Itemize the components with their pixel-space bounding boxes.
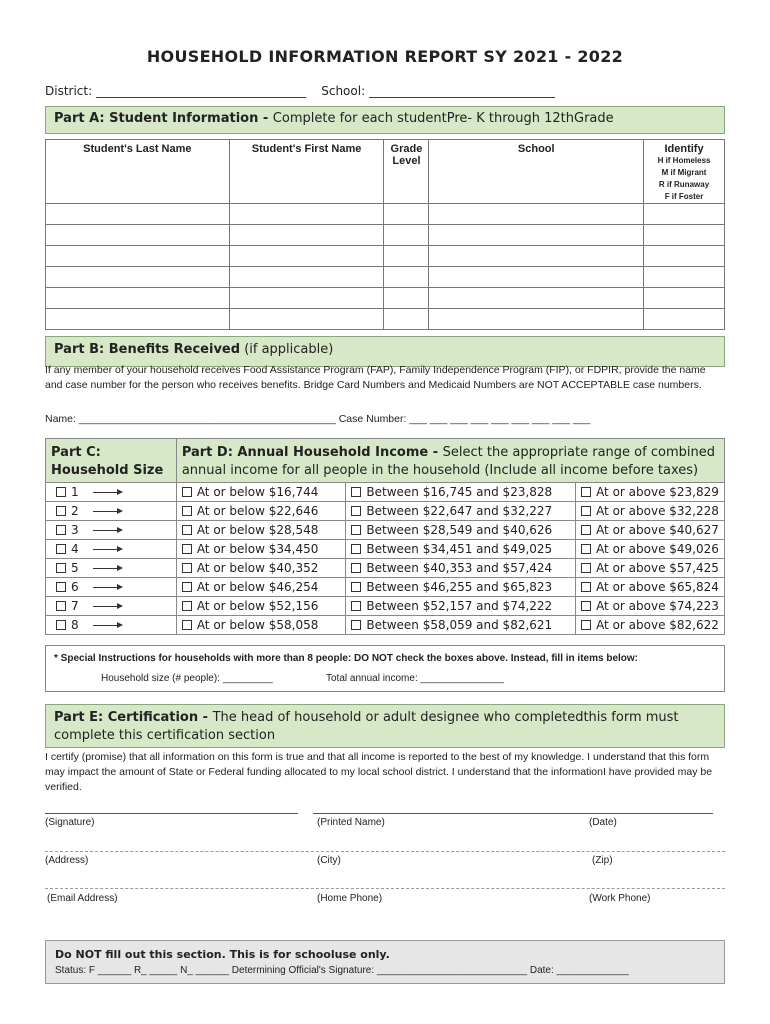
checkbox-icon[interactable] [182, 563, 192, 573]
checkbox-icon[interactable] [182, 582, 192, 592]
income-mid-label: Between $34,451 and $49,025 [366, 542, 553, 556]
income-high-cell[interactable] [576, 559, 725, 578]
income-row [46, 578, 725, 597]
income-high-cell[interactable] [576, 521, 725, 540]
household-size-cell[interactable] [46, 559, 177, 578]
benefits-name-line [45, 412, 735, 427]
income-high-label: At or above $57,425 [596, 561, 719, 575]
checkbox-icon[interactable] [182, 506, 192, 516]
household-size-cell[interactable] [46, 578, 177, 597]
income-low-cell[interactable] [176, 483, 346, 502]
arrow-right-icon [93, 530, 121, 532]
arrow-right-icon [93, 606, 121, 608]
income-mid-cell[interactable] [346, 597, 576, 616]
checkbox-icon[interactable] [56, 525, 66, 535]
household-size-label: 8 [71, 618, 79, 632]
student-row[interactable] [46, 225, 725, 246]
checkbox-icon[interactable] [581, 525, 591, 535]
case-number-field[interactable]: ___ ___ ___ ___ ___ ___ ___ ___ ___ [409, 413, 591, 425]
printed-name-date-line[interactable] [313, 813, 713, 814]
income-low-label: At or below $34,450 [196, 542, 319, 556]
income-low-label: At or below $46,254 [196, 580, 319, 594]
identify-migrant: M if Migrant [661, 168, 707, 177]
income-mid-cell[interactable] [346, 502, 576, 521]
checkbox-icon[interactable] [351, 487, 361, 497]
checkbox-icon[interactable] [56, 563, 66, 573]
income-row [46, 502, 725, 521]
income-high-label: At or above $49,026 [596, 542, 719, 556]
income-row [46, 559, 725, 578]
checkbox-icon[interactable] [182, 487, 192, 497]
arrow-right-icon [93, 587, 121, 589]
income-high-label: At or above $40,627 [596, 523, 719, 537]
checkbox-icon[interactable] [56, 487, 66, 497]
checkbox-icon[interactable] [56, 601, 66, 611]
income-low-cell[interactable] [176, 521, 346, 540]
student-row[interactable] [46, 288, 725, 309]
col-identify [644, 140, 725, 204]
checkbox-icon[interactable] [581, 601, 591, 611]
checkbox-icon[interactable] [581, 563, 591, 573]
part-d-subtitle: Select the appropriate range of combined annual income for all people in the household (Include all income before taxes) [181, 445, 715, 478]
email-line[interactable] [45, 888, 725, 889]
case-number-label: Case Number: [335, 413, 410, 425]
arrow-right-icon [93, 625, 121, 627]
checkbox-icon[interactable] [351, 601, 361, 611]
part-d-header [176, 439, 724, 483]
income-low-label: At or below $52,156 [196, 599, 319, 613]
income-high-label: At or above $74,223 [596, 599, 719, 613]
part-b-subtitle: (if applicable) [240, 342, 334, 357]
checkbox-icon[interactable] [581, 582, 591, 592]
income-high-cell[interactable] [576, 540, 725, 559]
student-row[interactable] [46, 309, 725, 330]
checkbox-icon[interactable] [56, 582, 66, 592]
household-size-label: 5 [71, 561, 79, 575]
checkbox-icon[interactable] [351, 620, 361, 630]
income-mid-label: Between $40,353 and $57,424 [366, 561, 553, 575]
city-label: (City) [317, 855, 341, 866]
arrow-right-icon [93, 568, 121, 570]
checkbox-icon[interactable] [581, 544, 591, 554]
level-label: Level [392, 155, 421, 167]
part-d-heading: Part D: Annual Household Income - [181, 445, 443, 460]
home-phone-label: (Home Phone) [317, 893, 383, 904]
identify-foster: F if Foster [664, 192, 704, 201]
income-row [46, 597, 725, 616]
income-mid-label: Between $28,549 and $40,626 [366, 523, 553, 537]
income-mid-cell[interactable] [346, 559, 576, 578]
checkbox-icon[interactable] [581, 487, 591, 497]
household-size-cell[interactable] [46, 540, 177, 559]
household-size-label: 4 [71, 542, 79, 556]
part-a-header [45, 106, 725, 134]
income-high-label: At or above $82,622 [596, 618, 719, 632]
arrow-right-icon [93, 492, 121, 494]
income-row [46, 616, 725, 635]
income-low-cell[interactable] [176, 578, 346, 597]
district-school-line [45, 84, 735, 98]
school-use-status-line: Status: F ______ R_ _____ N_ ______ Determining Official's Signature: ___________________________ Date: _____________ [55, 965, 629, 976]
income-mid-label: Between $58,059 and $82,621 [366, 618, 553, 632]
income-high-label: At or above $23,829 [596, 485, 719, 499]
household-size-cell[interactable] [46, 502, 177, 521]
income-low-label: At or below $40,352 [196, 561, 319, 575]
student-table [45, 139, 725, 330]
part-c-line2: Household Size [51, 463, 164, 478]
income-mid-cell[interactable] [346, 521, 576, 540]
school-use-box [45, 940, 725, 984]
checkbox-icon[interactable] [351, 563, 361, 573]
printed-name-label: (Printed Name) [317, 817, 385, 828]
school-label: School: [321, 84, 369, 98]
income-row [46, 540, 725, 559]
income-row [46, 521, 725, 540]
income-high-cell[interactable] [576, 616, 725, 635]
income-low-cell[interactable] [176, 597, 346, 616]
page-title: HOUSEHOLD INFORMATION REPORT SY 2021 - 2022 [146, 47, 624, 66]
checkbox-icon[interactable] [351, 582, 361, 592]
name-label: Name: [45, 413, 79, 425]
checkbox-icon[interactable] [182, 620, 192, 630]
part-c-line1: Part C: [51, 445, 101, 460]
household-size-label: 7 [71, 599, 79, 613]
checkbox-icon[interactable] [581, 506, 591, 516]
part-a-heading: Part A: Student Information - [54, 111, 273, 126]
identify-label: Identify [664, 143, 704, 155]
household-size-cell[interactable] [46, 616, 177, 635]
income-high-cell[interactable] [576, 597, 725, 616]
household-size-label: 3 [71, 523, 79, 537]
arrow-right-icon [93, 511, 121, 513]
grade-label: Grade [390, 143, 423, 155]
income-low-label: At or below $16,744 [196, 485, 319, 499]
part-b-heading: Part B: Benefits Received [54, 342, 241, 357]
address-line[interactable] [45, 851, 725, 852]
student-row[interactable] [46, 204, 725, 225]
col-first-name: Student's First Name [229, 140, 384, 204]
checkbox-icon[interactable] [351, 506, 361, 516]
income-low-cell[interactable] [176, 616, 346, 635]
part-e-header [45, 704, 725, 748]
income-row [46, 483, 725, 502]
household-size-label: 1 [71, 485, 79, 499]
arrow-right-icon [93, 549, 121, 551]
district-label: District: [45, 84, 96, 98]
signature-label: (Signature) [45, 817, 95, 828]
income-mid-cell[interactable] [346, 540, 576, 559]
checkbox-icon[interactable] [351, 544, 361, 554]
income-low-label: At or below $58,058 [196, 618, 319, 632]
student-row[interactable] [46, 267, 725, 288]
school-field[interactable]: _______________________________ [368, 84, 555, 98]
income-high-cell[interactable] [576, 502, 725, 521]
work-phone-label: (Work Phone) [589, 893, 651, 904]
checkbox-icon[interactable] [56, 544, 66, 554]
checkbox-icon[interactable] [56, 506, 66, 516]
checkbox-icon[interactable] [182, 525, 192, 535]
income-high-cell[interactable] [576, 578, 725, 597]
household-size-label: 2 [71, 504, 79, 518]
certification-paragraph: I certify (promise) that all information on this form is true and that all income is reported to the best of my knowledge. I understand that this form may impact the amount of State or Federal funding allocated to my local school district. I understand that the informationI have provided may be verified. [45, 751, 713, 793]
income-mid-label: Between $22,647 and $32,227 [366, 504, 553, 518]
part-c-header [46, 439, 177, 483]
student-row[interactable] [46, 246, 725, 267]
identify-homeless: H if Homeless [657, 156, 711, 165]
col-last-name: Student's Last Name [46, 140, 230, 204]
income-high-cell[interactable] [576, 483, 725, 502]
income-low-cell[interactable] [176, 559, 346, 578]
household-size-cell[interactable] [46, 483, 177, 502]
total-income-field[interactable]: Total annual income: _______________ [326, 673, 504, 684]
special-instructions-box [45, 645, 725, 692]
income-mid-label: Between $46,255 and $65,823 [366, 580, 553, 594]
part-a-subtitle: Complete for each studentPre- K through 12thGrade [272, 111, 614, 126]
part-e-subtitle: The head of household or adult designee who completedthis form must complete this certification section [54, 710, 679, 743]
identify-runaway: R if Runaway [658, 180, 710, 189]
household-size-cell[interactable] [46, 521, 177, 540]
email-label: (Email Address) [47, 893, 118, 904]
identify-codes [644, 155, 724, 203]
special-instructions: * Special Instructions for households with more than 8 people: DO NOT check the boxes above. Instead, fill in items below: [54, 653, 638, 664]
checkbox-icon[interactable] [351, 525, 361, 535]
income-mid-cell[interactable] [346, 483, 576, 502]
col-grade-level [384, 140, 429, 204]
checkbox-icon[interactable] [56, 620, 66, 630]
zip-label: (Zip) [592, 855, 613, 866]
income-mid-label: Between $52,157 and $74,222 [366, 599, 553, 613]
household-size-cell[interactable] [46, 597, 177, 616]
income-low-cell[interactable] [176, 540, 346, 559]
part-e-heading: Part E: Certification - [54, 710, 213, 725]
income-low-cell[interactable] [176, 502, 346, 521]
signature-line[interactable] [45, 813, 298, 814]
checkbox-icon[interactable] [182, 601, 192, 611]
income-low-label: At or below $22,646 [196, 504, 319, 518]
date-label: (Date) [589, 817, 617, 828]
name-field[interactable]: ____________________________________________ [78, 413, 336, 425]
address-label: (Address) [45, 855, 89, 866]
school-use-heading: Do NOT fill out this section. This is for schooluse only. [55, 948, 390, 961]
income-high-label: At or above $32,228 [596, 504, 719, 518]
income-table [45, 438, 725, 635]
part-b-paragraph: If any member of your household receives Food Assistance Program (FAP), Family Independence Program (FIP), or FDPIR, provide the name and case number for the person who receives benefits. Bridge Card Numbers and Medicaid Numbers are NOT ACCEPTABLE case numbers. [45, 364, 706, 391]
col-school: School [429, 140, 644, 204]
district-field[interactable]: ___________________________________ [95, 84, 306, 98]
income-mid-label: Between $16,745 and $23,828 [366, 485, 553, 499]
checkbox-icon[interactable] [182, 544, 192, 554]
income-mid-cell[interactable] [346, 578, 576, 597]
checkbox-icon[interactable] [581, 620, 591, 630]
income-low-label: At or below $28,548 [196, 523, 319, 537]
income-mid-cell[interactable] [346, 616, 576, 635]
income-high-label: At or above $65,824 [596, 580, 719, 594]
household-size-label: 6 [71, 580, 79, 594]
household-size-field[interactable]: Household size (# people): _________ [101, 673, 273, 684]
